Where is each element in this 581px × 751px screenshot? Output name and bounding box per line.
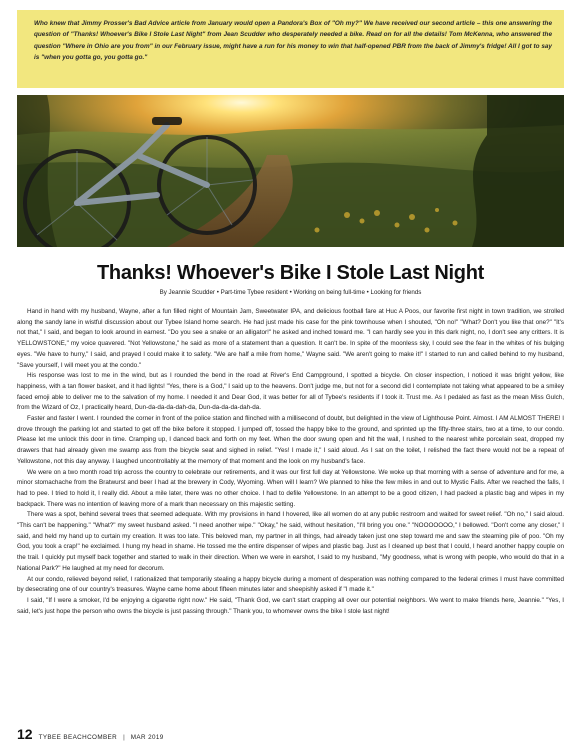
- article-paragraph: At our condo, relieved beyond relief, I rationalized that temporarily stealing a happy bicycle during a moment of desperation was nothing compared to the federal crimes I must have committed by desecrating one of our country's treasures. Wayne came home about fifteen minutes later and sheepishly asked if "I made it.": [17, 575, 564, 594]
- page-number: 12: [17, 726, 33, 742]
- article-paragraph: There was a spot, behind several trees that seemed adequate. With my provisions in hand I hovered, like all women do at any public restroom and waited for sweet relief. "Oh no," I said aloud. "This can't be happening." "What?" my sweet husband asked. "I need another wipe." "Okay," he said, without hesitation, "I'll bring you one." "NOOOOOOO," I bellowed. "Don't come any closer," I said, and held my hand up to curtain my creation. It was too late. This beloved man, my partner in all things, had already taken just one step toward me and saw the steaming pile of poo. "Oh my God, you took a crap!" he exclaimed. I hung my head in shame. He tossed me the entire dispenser of wipes and plastic bag. Just as I cleaned up best that I could, I heard another happy couple on the trail. I quickly put myself back together and started to walk in their direction. When we were in earshot, I said to my husband, "My goodness, what is wrong with people, who would do that in a National Park?" He laughed at my need for decorum.: [17, 511, 564, 572]
- article-paragraph: Hand in hand with my husband, Wayne, after a fun filled night of Mountain Jam, Sweetwater IPA, and delicious football fare at Huc A Poos, our favorite first night in town tradition, we strolled along the sandy lane in wistful discussion about our Tybee Island home search. He had just made his case for the pink townhouse when I shouted, "Oh no!" "What? Don't you like that one?" "It's not that," I said, and began to look around in earnest. "Do you see a snake or an alligator!" he asked and inched toward me. "I can hardly see you in this dark night, no, I don't see any critters. It is YELLOWSTONE," my voice quavered. "Not Yellowstone," he said as more of a statement than a question. It can't be. In spite of the moonless sky, I could see the fear in the whites of his bulging eyes. "We have to hurry," I said, and prayed I could make it to safety. "We are half a mile from home," Wayne said. "We aren't going to make it!" I started to run and called behind to my husband, "Save yourself, I will meet you at the condo.": [17, 308, 564, 369]
- intro-callout-box: [17, 10, 564, 88]
- page-footer: [17, 726, 164, 742]
- footer-separator: |: [123, 734, 125, 741]
- article-byline: By Jeannie Scudder • Part-time Tybee resident • Working on being full-time • Looking for friends: [159, 289, 422, 296]
- publication-name: TYBEE BEACHCOMBER: [38, 734, 118, 741]
- article-paragraph: I said, "If I were a smoker, I'd be enjoying a cigarette right now." He said, "Thank God, we can't start crapping all over our potential neighbors. We went to make friends here, Jeannie." "Yes, I said, let's just hope the person who owns the bicycle is just passing through." Thank you, to whomever owns the bike I stole last night!: [17, 596, 564, 615]
- intro-text: Who knew that Jimmy Prosser's Bad Advice article from January would open a Pandora's Box of "Oh my?" We have received our second article – this one answering the question of "Thanks! Whoever's Bike I Stole Last Night" from Jean Scudder who desperately needed a bike. Read on for all the details! Tom McKenna, who answered the question "Where in Ohio are you from" in our February issue, might have a run for his money to win that half-opened PBR from the back of Jimmy's fridge! All I got to say is "when you gotta go, you gotta go.": [34, 20, 552, 61]
- article-body: [17, 307, 564, 717]
- article-paragraph: Faster and faster I went. I rounded the corner in front of the police station and flinched with a millisecond of doubt, but delighted in the view of Lighthouse Point. Almost. I AM ALMOST THERE! I drove through the parking lot and started to get off the bike before it stopped. I jumped off, tossed the happy bike to the ground, and sprinted up the fifty-three stairs, two at a time, to our condo. Please let me unlock this door in time. Cramping up, I danced back and forth on my feet. When the door swung open and hit the wall, I rushed to the nearest white porcelain seat, dropped my drawers that had already given me swamp ass from the bicycle seat and sighed in relief. "Yes! I made it," I said aloud. As I sat on the toilet, I relished the fact there would not be a repeat of Yellowstone, not this day anyway. I laughed uncontrollably at the memory of that moment and the look on my husband's face.: [17, 415, 564, 465]
- hero-photo-bike-sunset: [17, 95, 564, 247]
- article-paragraph: His response was lost to me in the wind, but as I rounded the bend in the road at River's End Campground, I spotted a bicycle. On closer inspection, I noticed it was bright yellow, like happiness, with a tan flower basket, and it had lights! "Yes, there is a God," I said up to the heavens. Don't judge me, but not for a second did I contemplate not taking what appeared to be a smiley faced emoji able to deliver me to the salvation of my home. I needed it and Dear God, it was better for all of Tybee's residents if I took it. Trust me. As I pedaled as fast as the mean Miss Gulch, from the Wizard of Oz, I practically heard, Dun-da-da-da-dah-da, Dun-da-da-da-dah-da.: [17, 372, 564, 412]
- issue-date: MAR 2019: [130, 734, 164, 741]
- article-paragraph: We were on a two month road trip across the country to celebrate our retirements, and it was our first full day at Yellowstone. We woke up that morning with a sense of adventure and for me, a minor stomachache from the Bratwurst and beer I had at the brewery in Cody, Wyoming. When will I learn? We planned to hike the few miles in and out to Mystic Falls. After we reached the falls, I had to pee. I tried to hold it, I really did. About a mile later, there was no other choice. I had to defile Yellowstone. In an attempt to be a good citizen, I had packed a plastic bag and wipes in my backpack. There was no intention of leaving more of a mark than necessary on this majestic setting.: [17, 468, 564, 508]
- article-title: Thanks! Whoever's Bike I Stole Last Night: [97, 262, 484, 284]
